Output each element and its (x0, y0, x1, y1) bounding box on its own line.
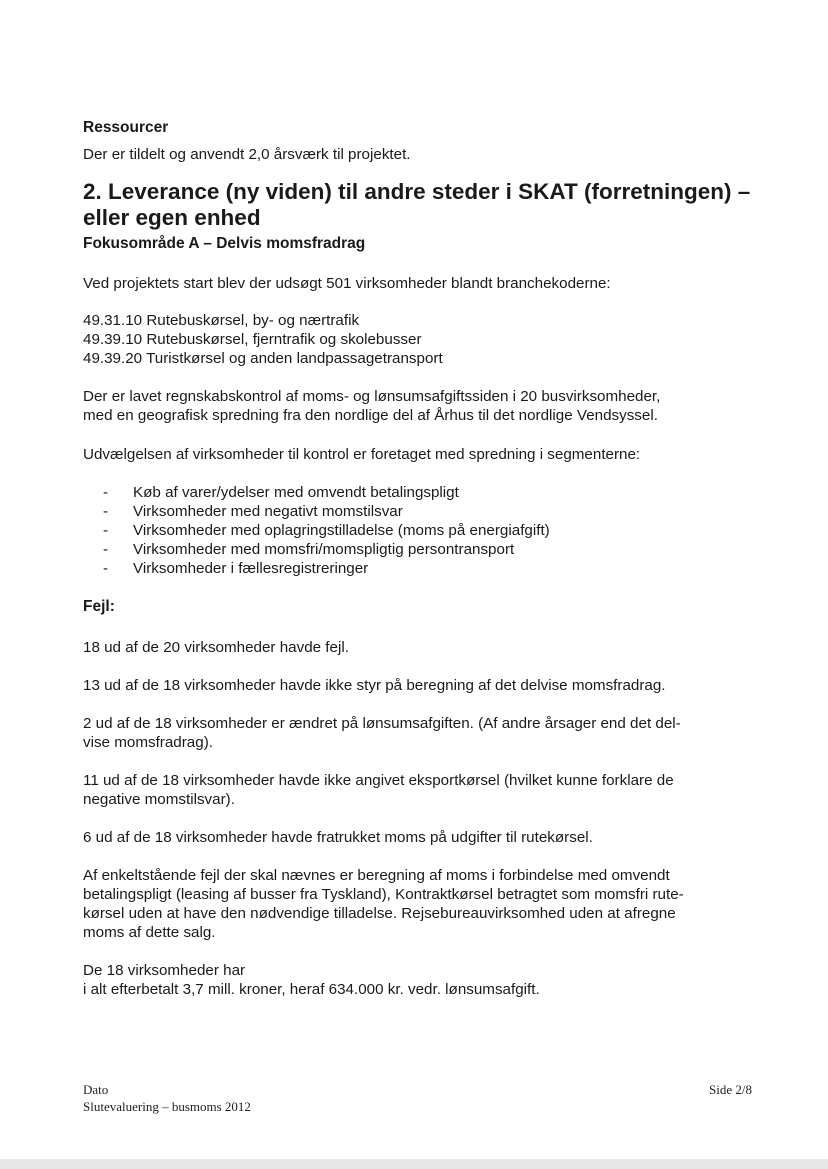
paragraph-line: kørsel uden at have den nødvendige tilladelse. Rejsebureauvirksomhed uden at afregne (83, 905, 676, 922)
focus-area-heading: Fokusområde A – Delvis momsfradrag (83, 235, 366, 252)
footer-document-name: Slutevaluering – busmoms 2012 (83, 1099, 251, 1114)
segment-item: - Virksomheder med oplagringstilladelse (moms på energiafgift) (103, 522, 550, 539)
branch-code: 49.39.20 Turistkørsel og anden landpassagetransport (83, 350, 443, 367)
footer-left (83, 1081, 251, 1115)
section-2-title-line1: 2. Leverance (ny viden) til andre steder i SKAT (forretningen) – (83, 179, 751, 204)
segment-item: - Køb af varer/ydelser med omvendt betalingspligt (103, 484, 459, 501)
page-content (83, 118, 753, 999)
branch-code: 49.31.10 Rutebuskørsel, by- og nærtrafik (83, 312, 360, 329)
branch-code: 49.39.10 Rutebuskørsel, fjerntrafik og skolebusser (83, 331, 422, 348)
paragraph-line: De 18 virksomheder har (83, 962, 246, 979)
scan-edge (0, 1159, 828, 1169)
control-paragraph (83, 387, 753, 425)
individual-errors-paragraph (83, 866, 753, 942)
error-line: 2 ud af de 18 virksomheder er ændret på lønsumsafgiften. (Af andre årsager end det del- (83, 715, 681, 732)
branch-code-list (83, 311, 753, 368)
error-line: negative momstilsvar). (83, 791, 235, 808)
segment-list (83, 483, 753, 578)
resources-text: Der er tildelt og anvendt 2,0 årsværk til projektet. (83, 146, 411, 163)
segment-item: - Virksomheder med momsfri/momspligtig persontransport (103, 541, 515, 558)
paragraph-line: i alt efterbetalt 3,7 mill. kroner, heraf 634.000 kr. vedr. lønsumsafgift. (83, 981, 540, 998)
intro-paragraph: Ved projektets start blev der udsøgt 501 virksomheder blandt branchekoderne: (83, 275, 611, 292)
error-line: 13 ud af de 18 virksomheder havde ikke styr på beregning af det delvise momsfradrag. (83, 677, 666, 694)
selection-intro: Udvælgelsen af virksomheder til kontrol er foretaget med spredning i segmenterne: (83, 446, 641, 463)
error-paragraph (83, 714, 753, 752)
paragraph-line: Af enkeltstående fejl der skal nævnes er beregning af moms i forbindelse med omvendt (83, 867, 670, 884)
summary-paragraph (83, 961, 753, 999)
error-line: 6 ud af de 18 virksomheder havde fratrukket moms på udgifter til rutekørsel. (83, 829, 593, 846)
control-line: Der er lavet regnskabskontrol af moms- og lønsumsafgiftssiden i 20 busvirksomheder, (83, 388, 661, 405)
footer-date-label: Dato (83, 1082, 109, 1097)
paragraph-line: betalingspligt (leasing af busser fra Tyskland), Kontraktkørsel betragtet som momsfri rute- (83, 886, 684, 903)
errors-heading: Fejl: (83, 598, 115, 615)
resources-heading: Ressourcer (83, 119, 169, 136)
error-paragraph (83, 771, 753, 809)
error-line: 18 ud af de 20 virksomheder havde fejl. (83, 639, 349, 656)
control-line: med en geografisk spredning fra den nordlige del af Århus til det nordlige Vendsyssel. (83, 407, 658, 424)
error-line: 11 ud af de 18 virksomheder havde ikke angivet eksportkørsel (hvilket kunne forklare de (83, 772, 674, 789)
footer-page-number: Side 2/8 (709, 1082, 752, 1097)
segment-item: - Virksomheder i fællesregistreringer (103, 560, 369, 577)
paragraph-line: moms af dette salg. (83, 924, 216, 941)
section-2-title-line2: eller egen enhed (83, 205, 261, 230)
error-line: vise momsfradrag). (83, 734, 213, 751)
segment-item: - Virksomheder med negativt momstilsvar (103, 503, 403, 520)
